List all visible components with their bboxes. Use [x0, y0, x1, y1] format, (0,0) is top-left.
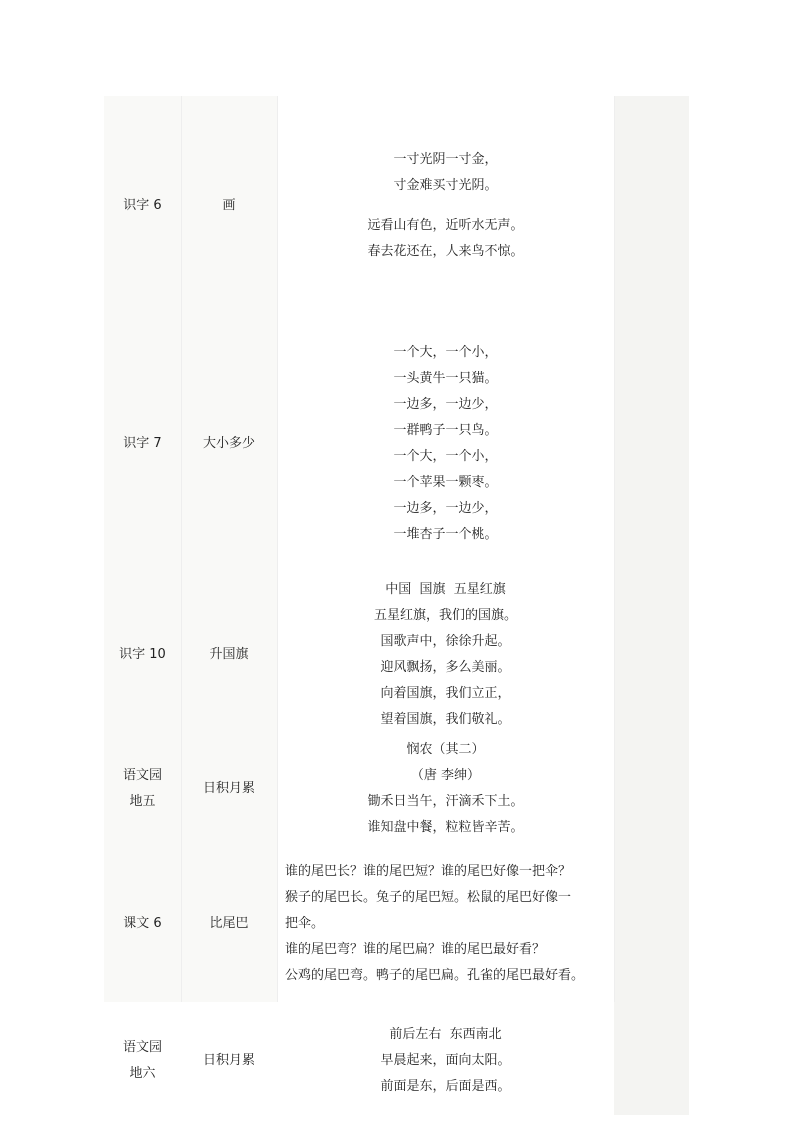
- lesson-label: 地六: [129, 1066, 156, 1081]
- lesson-label: 识字 10: [119, 646, 166, 662]
- empty-cell: [614, 737, 689, 841]
- text-line: 中国 国旗 五星红旗: [385, 581, 506, 597]
- empty-cell: [614, 572, 689, 737]
- title-cell: [181, 572, 277, 737]
- text-line: 春去花还在，人来鸟不惊。: [367, 244, 524, 259]
- text-line: 一个大，一个小，: [393, 345, 498, 360]
- title-cell: [181, 737, 277, 841]
- text-line: 谁知盘中餐，粒粒皆辛苦。: [367, 820, 524, 835]
- title-cell: [181, 316, 277, 572]
- title-cell: [181, 841, 277, 1007]
- text-line: 公鸡的尾巴弯。鸭子的尾巴扁。孔雀的尾巴最好看。: [285, 968, 585, 983]
- title-cell: [181, 96, 277, 316]
- lesson-table: [104, 96, 689, 1115]
- text-line: 悯农（其二）: [406, 742, 485, 757]
- text-line: 前后左右 东西南北: [389, 1027, 502, 1042]
- text-line: 向着国旗，我们立正，: [380, 685, 511, 701]
- lesson-cell: [104, 316, 181, 572]
- lesson-title: 日积月累: [202, 1053, 255, 1068]
- title-cell: [181, 1007, 277, 1115]
- lesson-cell: [104, 572, 181, 737]
- lesson-title: 大小多少: [202, 436, 255, 451]
- empty-cell: [614, 96, 689, 316]
- text-line: 一边多，一边少，: [393, 397, 498, 412]
- text-line: 前面是东，后面是西。: [380, 1079, 511, 1094]
- column-divider: [614, 96, 615, 1002]
- text-line: 谁的尾巴弯？谁的尾巴扁？谁的尾巴最好看？: [285, 942, 546, 957]
- table-row: [104, 737, 689, 841]
- text-line: 一边多，一边少，: [393, 501, 498, 516]
- text-line: 五星红旗，我们的国旗。: [373, 607, 517, 623]
- text-line: 一寸光阴一寸金，: [393, 152, 498, 167]
- text-line: 猴子的尾巴长。兔子的尾巴短。松鼠的尾巴好像一: [285, 890, 572, 905]
- table-row: [104, 1007, 689, 1115]
- lesson-title: 比尾巴: [209, 916, 249, 931]
- lesson-label: 课文 6: [123, 916, 162, 931]
- column-divider: [181, 96, 182, 1002]
- lesson-cell: [104, 1007, 181, 1115]
- text-line: 一头黄牛一只猫。: [393, 371, 498, 386]
- text-line: 谁的尾巴长？谁的尾巴短？谁的尾巴好像一把伞？: [285, 864, 572, 879]
- lesson-title: 画: [222, 198, 236, 213]
- column-divider: [277, 96, 278, 1002]
- table-row: [104, 96, 689, 316]
- lesson-label: 语文园: [122, 768, 162, 783]
- text-line: （唐 李绅）: [410, 768, 481, 783]
- empty-cell: [614, 841, 689, 1007]
- text-line: 早晨起来，面向太阳。: [380, 1053, 511, 1068]
- lesson-cell: [104, 841, 181, 1007]
- table-row: [104, 572, 689, 737]
- text-line: 迎风飘扬，多么美丽。: [380, 659, 511, 675]
- lesson-label: 识字 6: [123, 198, 162, 213]
- lesson-label: 地五: [129, 794, 156, 809]
- text-line: 望着国旗，我们敬礼。: [380, 711, 511, 727]
- table-row: [104, 841, 689, 1007]
- text-line: 把伞。: [285, 916, 325, 931]
- lesson-cell: [104, 737, 181, 841]
- text-cell: [277, 841, 614, 1007]
- text-line: 国歌声中，徐徐升起。: [380, 633, 511, 649]
- text-line: 一堆杏子一个桃。: [393, 527, 498, 542]
- text-line: 一个苹果一颗枣。: [393, 475, 498, 490]
- empty-cell: [614, 316, 689, 572]
- text-cell: [277, 316, 614, 572]
- text-line: 远看山有色，近听水无声。: [367, 218, 524, 233]
- lesson-title: 日积月累: [202, 781, 255, 796]
- lesson-label: 识字 7: [123, 436, 162, 451]
- text-line: 寸金难买寸光阴。: [393, 178, 498, 193]
- lesson-label: 语文园: [122, 1040, 162, 1055]
- lesson-title: 升国旗: [209, 646, 249, 662]
- text-cell: [277, 737, 614, 841]
- text-line: 一个大，一个小，: [393, 449, 498, 464]
- text-cell: [277, 1007, 614, 1115]
- table-row: [104, 316, 689, 572]
- text-cell: [277, 572, 614, 737]
- lesson-cell: [104, 96, 181, 316]
- line-gap: [277, 199, 614, 213]
- empty-cell: [614, 1007, 689, 1115]
- text-line: 锄禾日当午，汗滴禾下土。: [367, 794, 524, 809]
- text-cell: [277, 96, 614, 316]
- text-line: 一群鸭子一只鸟。: [393, 423, 498, 438]
